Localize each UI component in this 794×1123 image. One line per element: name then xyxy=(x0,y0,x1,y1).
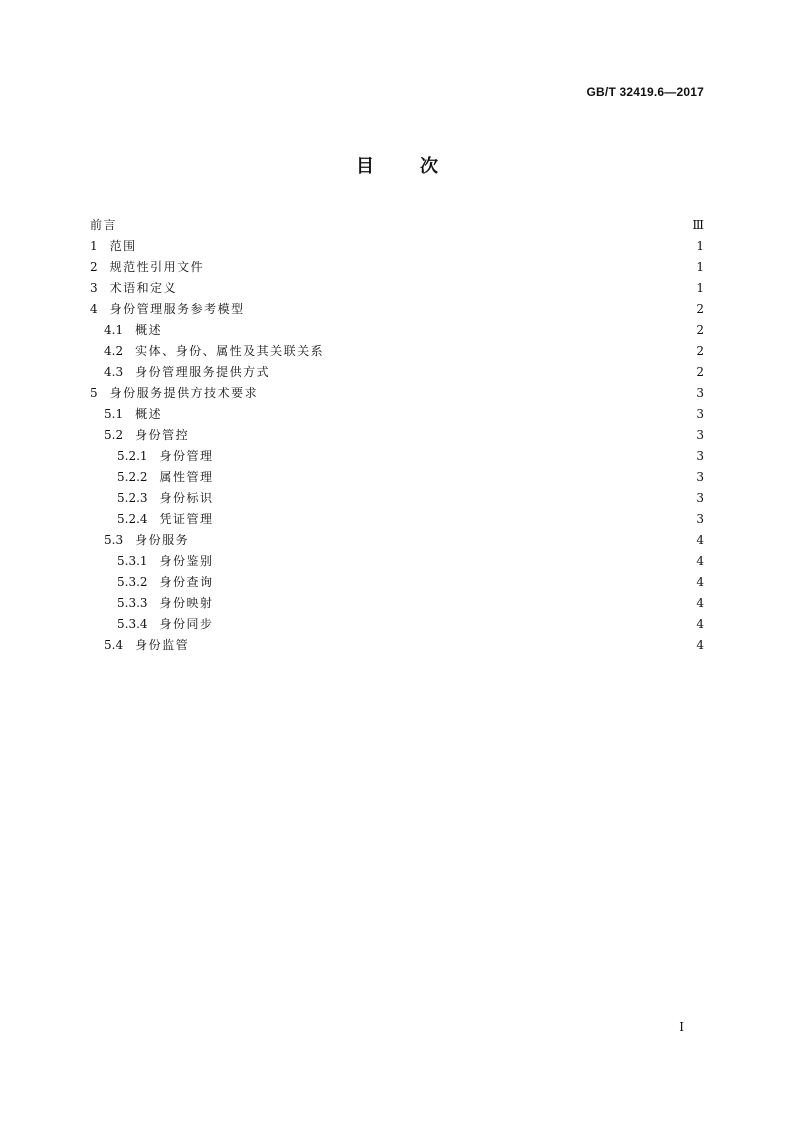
toc-entry-title: 身份映射 xyxy=(159,596,214,610)
toc-entry-number: 5.3.1 xyxy=(117,554,148,568)
toc-entry-title: 身份管理服务提供方式 xyxy=(135,365,271,379)
toc-entry-page: 4 xyxy=(696,533,704,547)
toc-entry[interactable] xyxy=(90,593,704,614)
toc-entry-page: 4 xyxy=(696,575,704,589)
toc-entry[interactable] xyxy=(90,341,704,362)
toc-entry-title: 身份标识 xyxy=(159,491,214,505)
toc-entry[interactable] xyxy=(90,278,704,299)
toc-entry-number: 5.3 xyxy=(104,533,124,547)
toc-entry-title: 前言 xyxy=(90,218,118,232)
toc-dot-leader xyxy=(170,320,692,341)
toc-entry-title: 凭证管理 xyxy=(159,512,214,526)
toc-dot-leader xyxy=(185,278,692,299)
toc-entry-page: 2 xyxy=(696,323,704,337)
toc-entry-number: 5.2.1 xyxy=(117,449,148,463)
toc-entry[interactable] xyxy=(90,635,704,656)
toc-dot-leader xyxy=(222,572,692,593)
toc-entry-number: 5.3.2 xyxy=(117,575,148,589)
toc-dot-leader xyxy=(222,593,692,614)
toc-dot-leader xyxy=(145,236,692,257)
toc-entry-page: 1 xyxy=(696,239,704,253)
toc-entry-number: 5 xyxy=(90,386,98,400)
toc-entry-page: 3 xyxy=(696,428,704,442)
toc-entry-number: 5.3.3 xyxy=(117,596,148,610)
toc-dot-leader xyxy=(125,215,688,236)
toc-entry[interactable] xyxy=(90,446,704,467)
toc-entry-page: 1 xyxy=(696,260,704,274)
toc-entry-page: 2 xyxy=(696,344,704,358)
toc-entry-number: 5.1 xyxy=(104,407,124,421)
toc-entry-number: 5.2.3 xyxy=(117,491,148,505)
toc-entry[interactable] xyxy=(90,530,704,551)
toc-entry-title: 身份同步 xyxy=(159,617,214,631)
toc-entry-title: 身份查询 xyxy=(159,575,214,589)
toc-entry-number: 3 xyxy=(90,281,98,295)
toc-entry-page: 3 xyxy=(696,491,704,505)
toc-entry-title: 身份服务 xyxy=(135,533,190,547)
toc-dot-leader xyxy=(197,530,692,551)
toc-dot-leader xyxy=(197,425,692,446)
toc-entry-title: 身份管控 xyxy=(135,428,190,442)
toc-dot-leader xyxy=(222,614,692,635)
toc-title: 目次 xyxy=(356,156,484,177)
toc-dot-leader xyxy=(222,467,692,488)
toc-dot-leader xyxy=(253,299,692,320)
toc-entry-title: 概述 xyxy=(135,323,163,337)
toc-entry[interactable] xyxy=(90,299,704,320)
toc-entry-page: 1 xyxy=(696,281,704,295)
toc-entry-title: 属性管理 xyxy=(159,470,214,484)
toc-entry[interactable] xyxy=(90,488,704,509)
toc-entry[interactable] xyxy=(90,383,704,404)
toc-dot-leader xyxy=(266,383,692,404)
toc-entry[interactable] xyxy=(90,551,704,572)
toc-entry-number: 2 xyxy=(90,260,98,274)
toc-entry-number: 5.2 xyxy=(104,428,124,442)
toc-entry-page: 3 xyxy=(696,470,704,484)
table-of-contents xyxy=(90,215,704,656)
toc-entry-number: 5.3.4 xyxy=(117,617,148,631)
toc-entry-title: 范围 xyxy=(109,239,137,253)
toc-entry-page: 3 xyxy=(696,386,704,400)
toc-entry-page: 3 xyxy=(696,407,704,421)
toc-entry[interactable] xyxy=(90,257,704,278)
toc-dot-leader xyxy=(278,362,692,383)
toc-entry[interactable] xyxy=(90,572,704,593)
toc-entry-title: 身份监管 xyxy=(135,638,190,652)
toc-entry-number: 4.1 xyxy=(104,323,124,337)
toc-entry-number: 1 xyxy=(90,239,98,253)
toc-dot-leader xyxy=(222,509,692,530)
toc-entry[interactable] xyxy=(90,467,704,488)
toc-entry-title: 概述 xyxy=(135,407,163,421)
toc-entry-title: 术语和定义 xyxy=(109,281,178,295)
toc-entry-page: 4 xyxy=(696,596,704,610)
toc-entry-page: Ⅲ xyxy=(692,218,704,232)
toc-entry-title: 身份管理服务参考模型 xyxy=(109,302,245,316)
toc-dot-leader xyxy=(332,341,692,362)
toc-dot-leader xyxy=(170,404,692,425)
toc-entry[interactable] xyxy=(90,362,704,383)
standard-code: GB/T 32419.6—2017 xyxy=(586,85,704,99)
toc-entry-number: 5.4 xyxy=(104,638,124,652)
toc-entry-page: 4 xyxy=(696,638,704,652)
toc-dot-leader xyxy=(212,257,692,278)
toc-dot-leader xyxy=(222,551,692,572)
toc-dot-leader xyxy=(222,488,692,509)
toc-entry-number: 5.2.2 xyxy=(117,470,148,484)
toc-entry[interactable] xyxy=(90,614,704,635)
toc-entry-title: 身份管理 xyxy=(159,449,214,463)
toc-entry-number: 4.3 xyxy=(104,365,124,379)
toc-entry[interactable] xyxy=(90,509,704,530)
toc-entry-number: 5.2.4 xyxy=(117,512,148,526)
toc-entry-page: 4 xyxy=(696,554,704,568)
toc-entry-page: 3 xyxy=(696,449,704,463)
toc-entry-page: 4 xyxy=(696,617,704,631)
toc-dot-leader xyxy=(197,635,692,656)
toc-entry[interactable] xyxy=(90,320,704,341)
toc-entry-number: 4 xyxy=(90,302,98,316)
toc-entry-number: 4.2 xyxy=(104,344,124,358)
toc-dot-leader xyxy=(222,446,692,467)
toc-entry[interactable] xyxy=(90,236,704,257)
toc-entry-title: 身份鉴别 xyxy=(159,554,214,568)
toc-entry[interactable] xyxy=(90,215,704,236)
toc-entry-page: 2 xyxy=(696,365,704,379)
page-number: I xyxy=(679,1020,684,1034)
toc-entry-page: 3 xyxy=(696,512,704,526)
toc-entry-title: 实体、身份、属性及其关联关系 xyxy=(135,344,325,358)
toc-entry-page: 2 xyxy=(696,302,704,316)
toc-entry[interactable] xyxy=(90,404,704,425)
toc-entry-title: 规范性引用文件 xyxy=(109,260,205,274)
toc-entry-title: 身份服务提供方技术要求 xyxy=(109,386,259,400)
toc-entry[interactable] xyxy=(90,425,704,446)
